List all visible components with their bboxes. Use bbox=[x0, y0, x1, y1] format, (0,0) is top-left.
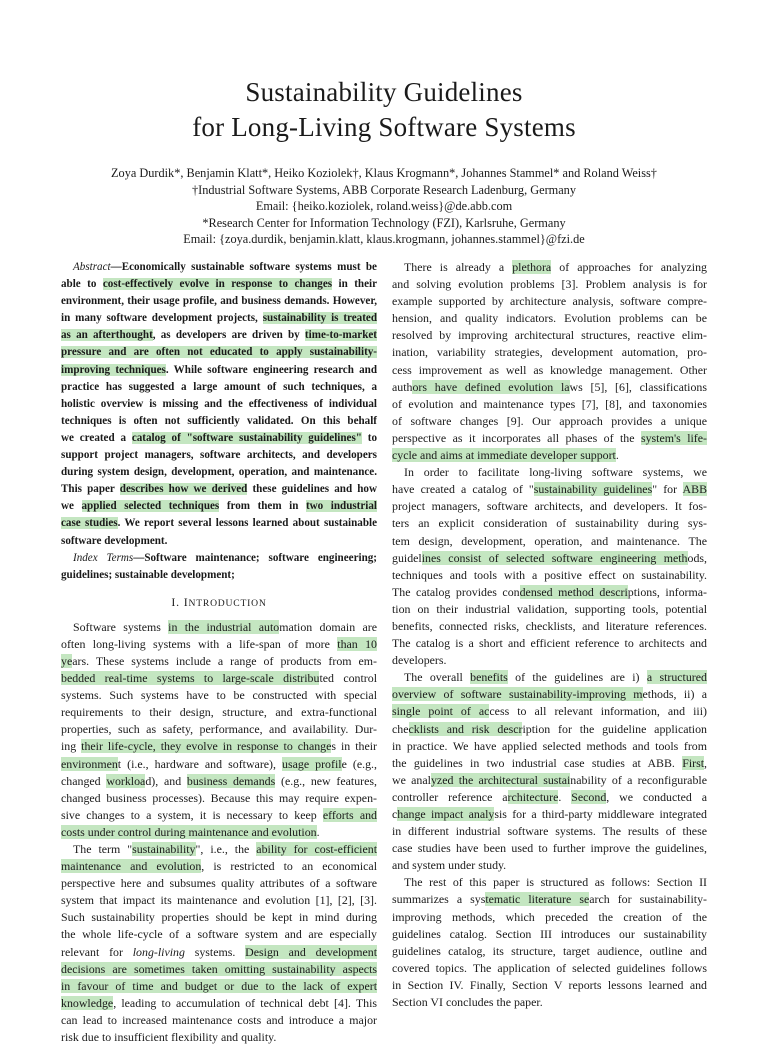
highlight: rchitecture bbox=[507, 789, 559, 804]
highlight: sustainability guidelines bbox=[533, 482, 653, 497]
right-column bbox=[392, 259, 707, 1011]
text-line: system that impact its maintenance and evolution [1], [2], [3]. bbox=[61, 893, 377, 908]
title-line-2: for Long-Living Software Systems bbox=[192, 112, 576, 142]
text-line: maintenance and evolution, is restricted to an economical bbox=[61, 859, 378, 874]
text-line: in Section IV. Finally, Section V reports lessons learned and bbox=[392, 977, 707, 992]
text-line: often long-living systems with a life-span of more than 10 bbox=[61, 636, 377, 651]
section-heading-introduction bbox=[61, 594, 377, 611]
section-title-initial: I bbox=[183, 594, 189, 609]
abstract-line: support project managers, software architects, and developers bbox=[61, 449, 377, 462]
section-numeral: I. bbox=[171, 594, 184, 609]
text-line: The catalog provides condensed method descriptions, informa- bbox=[392, 584, 707, 599]
highlight: ye bbox=[61, 653, 73, 668]
text-line bbox=[61, 961, 377, 978]
introduction-text-left bbox=[61, 619, 377, 1046]
text-line: tem design, development, operation, and maintenance. The bbox=[392, 533, 707, 548]
text-line: cycle and aims at immediate developer support. bbox=[392, 448, 619, 463]
text-line: years. These systems include a range of products from em- bbox=[61, 653, 377, 668]
text-line: authors have defined evolution laws [5], [6], classifications bbox=[392, 379, 707, 394]
abstract-line bbox=[61, 344, 377, 361]
text-line: the whole life-cycle of a software system and are especially bbox=[61, 927, 377, 942]
text-line: perspective as it incorporates all phases of the system's life- bbox=[392, 430, 707, 445]
highlight: ability for cost-efficient bbox=[256, 842, 378, 856]
text-line: the guidelines in two industrial case studies at ABB. First, bbox=[392, 755, 707, 770]
text-line: controller reference architecture. Second, we conducted a bbox=[392, 789, 707, 804]
highlight: usage profil bbox=[282, 756, 342, 771]
introduction-text-right bbox=[392, 259, 707, 1011]
highlight: in favour of time and budget or due to the lack of expert bbox=[61, 978, 377, 993]
text-line: case studies have been used to further improve the guidelines, bbox=[392, 841, 707, 856]
highlight: than 10 bbox=[337, 636, 377, 651]
highlight: knowledge bbox=[61, 995, 114, 1010]
text-line: cess improvement as well as knowledge management. Other bbox=[392, 362, 707, 377]
text-line: The rest of this paper is structured as follows: Section II bbox=[404, 875, 707, 890]
text-line: covered topics. The application of selected guidelines follows bbox=[392, 960, 707, 975]
highlight: system's life- bbox=[640, 430, 707, 445]
abstract-line: This paper describes how we derived these guidelines and how bbox=[61, 483, 377, 496]
highlight: case studies bbox=[61, 517, 118, 530]
text-line: hension, and quality indicators. Evolution problems can be bbox=[392, 311, 707, 326]
highlight: sustainability bbox=[132, 842, 196, 856]
index-terms-label: Index Terms bbox=[73, 551, 134, 564]
highlight: sustainability is treated bbox=[262, 312, 378, 325]
text-line: have created a catalog of "sustainability guidelines" for ABB bbox=[392, 482, 707, 497]
highlight: yzed the architectural sustai bbox=[430, 772, 571, 787]
text-line: of software changes [9]. Our approach provides a unique bbox=[392, 413, 707, 428]
highlight: Second bbox=[571, 789, 607, 804]
abstract-line: as an afterthought, as developers are driven by time-to-market bbox=[61, 329, 377, 342]
text-line: ination, variability strategies, development automation, pro- bbox=[392, 345, 707, 360]
text-line: knowledge, leading to accumulation of technical debt [4]. This bbox=[61, 995, 377, 1010]
text-line: changed business processes). Because this may require expen- bbox=[61, 790, 377, 805]
highlight: densed method descri bbox=[519, 584, 628, 599]
highlight: tematic literature se bbox=[485, 892, 590, 907]
abstract-line: software development. bbox=[61, 534, 168, 547]
highlight: improving techniques bbox=[61, 363, 166, 376]
text-line: changed workload), and business demands (e.g., new features, bbox=[61, 773, 378, 788]
highlight: their life-cycle, they evolve in response to change bbox=[81, 739, 332, 754]
highlight: cost-effectively evolve in response to changes bbox=[102, 278, 333, 291]
title-line-1: Sustainability Guidelines bbox=[245, 77, 523, 107]
text-line: resolved by improving architectural structures, reactive elim- bbox=[392, 328, 707, 343]
left-column bbox=[61, 259, 377, 1046]
highlight: decisions are sometimes taken omitting sustainability aspects bbox=[61, 961, 377, 976]
text-line: summarizes a systematic literature search for sustainability- bbox=[392, 892, 707, 907]
text-line: sive changes to a system, it is necessary to keep efforts and bbox=[61, 807, 377, 822]
abstract bbox=[61, 259, 377, 584]
highlight: ines consist of selected software engineering meth bbox=[421, 550, 688, 565]
highlight: applied selected techniques bbox=[81, 500, 220, 513]
text-line: properties, such as safety, performance, and availability. Dur- bbox=[61, 722, 377, 737]
text-line: There is already a plethora of approaches for analyzing bbox=[404, 260, 707, 274]
highlight: First bbox=[682, 755, 705, 770]
highlight: plethora bbox=[512, 260, 552, 274]
abstract-line: techniques is often not sufficiently validated. On this behalf bbox=[61, 414, 377, 427]
text-line bbox=[61, 978, 377, 995]
abstract-line: case studies. We report several lessons learned about sustainable bbox=[61, 517, 377, 530]
text-line: The term "sustainability", i.e., the ability for cost-efficient bbox=[73, 842, 378, 856]
highlight: ors have defined evolution la bbox=[412, 379, 570, 394]
author-names: Zoya Durdik*, Benjamin Klatt*, Heiko Koziolek†, Klaus Krogmann*, Johannes Stammel* and Roland Weiss† bbox=[111, 166, 657, 180]
text-line: relevant for long-living systems. Design and development bbox=[61, 944, 378, 959]
highlight: workloa bbox=[106, 773, 146, 788]
highlight: a structured bbox=[646, 670, 707, 685]
abstract-line: during system design, development, operation, and maintenance. bbox=[61, 466, 377, 479]
abstract-line: practice has suggested a large amount of such techniques, a bbox=[61, 380, 377, 393]
affiliation-abb: †Industrial Software Systems, ABB Corporate Research Ladenburg, Germany bbox=[192, 182, 576, 197]
text-line: benefits, connected risks, checklists, and literature references. bbox=[392, 618, 707, 633]
text-line: of evolution and maintenance types [7], [8], and taxonomies bbox=[392, 396, 707, 411]
text-line: we analyzed the architectural sustainability of a reconfigurable bbox=[392, 772, 707, 787]
text-line: bedded real-time systems to large-scale distributed control bbox=[61, 671, 377, 686]
email-abb: Email: {heiko.koziolek, roland.weiss}@de.abb.com bbox=[255, 199, 513, 214]
highlight: cklists and risk descr bbox=[408, 721, 523, 736]
highlight: efforts and bbox=[322, 807, 377, 822]
text-line: developers. bbox=[392, 653, 447, 668]
text-line: Section VI concludes the paper. bbox=[392, 995, 543, 1010]
text-line: environment (i.e., hardware and software), usage profile (e.g., bbox=[61, 756, 377, 771]
highlight: overview of software sustainability-improving m bbox=[392, 687, 643, 702]
text-line: The catalog is a short and efficient reference to architects and bbox=[392, 636, 707, 651]
text-line: requirements to their design, structure, and extra-functional bbox=[61, 705, 377, 720]
text-line: overview of software sustainability-improving methods, ii) a bbox=[392, 687, 708, 702]
text-line: change impact analysis for a third-party middleware integrated bbox=[392, 807, 707, 821]
text-line: in different industrial software systems. The results of these bbox=[392, 824, 707, 839]
highlight: environmen bbox=[61, 756, 118, 771]
text-line: tion on their industrial validation, supporting tools, potential bbox=[392, 601, 707, 616]
text-line: ing their life-cycle, they evolve in response to changes in their bbox=[61, 739, 377, 754]
abstract-line: able to cost-effectively evolve in response to changes in their bbox=[61, 278, 377, 291]
highlight: two industrial bbox=[305, 500, 378, 513]
highlight: business demands bbox=[186, 773, 276, 788]
email-fzi: Email: {zoya.durdik, benjamin.klatt, klaus.krogmann, johannes.stammel}@fzi.de bbox=[183, 232, 585, 247]
text-line: systems. Such systems have to be constructed with special bbox=[61, 688, 377, 703]
index-terms-line: guidelines; sustainable development; bbox=[61, 568, 235, 581]
abstract-line: we applied selected techniques from them in two industrial bbox=[61, 500, 378, 513]
text-line: and solving evolution problems [3]. Problem analysis is for bbox=[392, 277, 707, 292]
text-line: project managers, software architects, and developers. It fos- bbox=[392, 499, 707, 514]
text-line: guidelines consist of selected software engineering methods, bbox=[392, 550, 707, 565]
abstract-line: environment, their usage profile, and business demands. However, bbox=[61, 295, 377, 308]
text-line: single point of access to all relevant information, and iii) bbox=[392, 704, 707, 719]
highlight: time-to-market bbox=[304, 329, 377, 342]
text-line: ters an explicit consideration of sustainability during sys- bbox=[392, 516, 707, 531]
text-line: costs under control during maintenance and evolution. bbox=[61, 824, 320, 839]
text-line: Such sustainability properties should be kept in mind during bbox=[61, 910, 377, 925]
text-line: guidelines catalog, its structure, target audience, outline and bbox=[392, 943, 707, 958]
text-line: example supported by architecture analysis, software compre- bbox=[392, 294, 707, 309]
abstract-label: Abstract bbox=[73, 261, 111, 273]
highlight: benefits bbox=[470, 670, 508, 685]
index-terms-line: Index Terms—Software maintenance; software engineering; bbox=[73, 551, 377, 564]
text-line: guidelines catalog. Section III introduces our sustainability bbox=[392, 926, 707, 941]
affiliation-fzi: *Research Center for Information Technology (FZI), Karlsruhe, Germany bbox=[202, 215, 566, 230]
highlight: ABB bbox=[682, 482, 707, 497]
highlight: pressure and are often not educated to apply sustainability- bbox=[61, 346, 377, 359]
paper-title bbox=[0, 75, 768, 145]
highlight: Design and development bbox=[245, 944, 378, 959]
highlight: cycle and aims at immediate developer support bbox=[392, 448, 616, 463]
highlight: bedded real-time systems to large-scale distribu bbox=[61, 671, 320, 686]
abstract-line: we created a catalog of "software sustainability guidelines" to bbox=[61, 431, 378, 444]
text-line: The overall benefits of the guidelines are i) a structured bbox=[404, 670, 707, 685]
highlight: describes how we derived bbox=[119, 483, 248, 496]
text-line: techniques and tools with a positive effect on sustainability. bbox=[392, 567, 707, 582]
text-line: improving methods, which preceded the creation of the bbox=[392, 909, 707, 924]
text-line: and system under study. bbox=[392, 858, 507, 873]
author-block bbox=[0, 165, 768, 248]
text-line: Software systems in the industrial automation domain are bbox=[73, 619, 377, 634]
text-line: In order to facilitate long-living software systems, we bbox=[404, 465, 707, 480]
highlight: in the industrial auto bbox=[168, 619, 280, 634]
abstract-line: Abstract—Economically sustainable software systems must be bbox=[73, 261, 377, 273]
highlight: costs under control during maintenance and evolution bbox=[61, 824, 317, 839]
abstract-line: in many software development projects, sustainability is treated bbox=[61, 312, 378, 325]
text-line: perspective here and subsumes quality attributes of a software bbox=[61, 876, 377, 891]
highlight: catalog of "software sustainability guidelines" bbox=[131, 431, 362, 444]
highlight: hange impact analy bbox=[397, 807, 495, 821]
highlight: as an afterthought bbox=[61, 329, 153, 342]
text-line: can lead to increased maintenance costs and introduce a major bbox=[61, 1012, 377, 1027]
abstract-line: holistic overview is missing and the effectiveness of individual bbox=[61, 397, 377, 410]
abstract-line: improving techniques. While software engineering research and bbox=[61, 363, 377, 376]
text-line: checklists and risk description for the guideline application bbox=[392, 721, 707, 736]
text-line: in practice. We have applied selected methods and tools from bbox=[392, 738, 707, 753]
text-line: risk due to insufficient flexibility and quality. bbox=[61, 1030, 277, 1045]
highlight: single point of ac bbox=[392, 704, 490, 719]
section-title-rest: NTRODUCTION bbox=[188, 597, 267, 609]
highlight: maintenance and evolution bbox=[61, 859, 202, 874]
